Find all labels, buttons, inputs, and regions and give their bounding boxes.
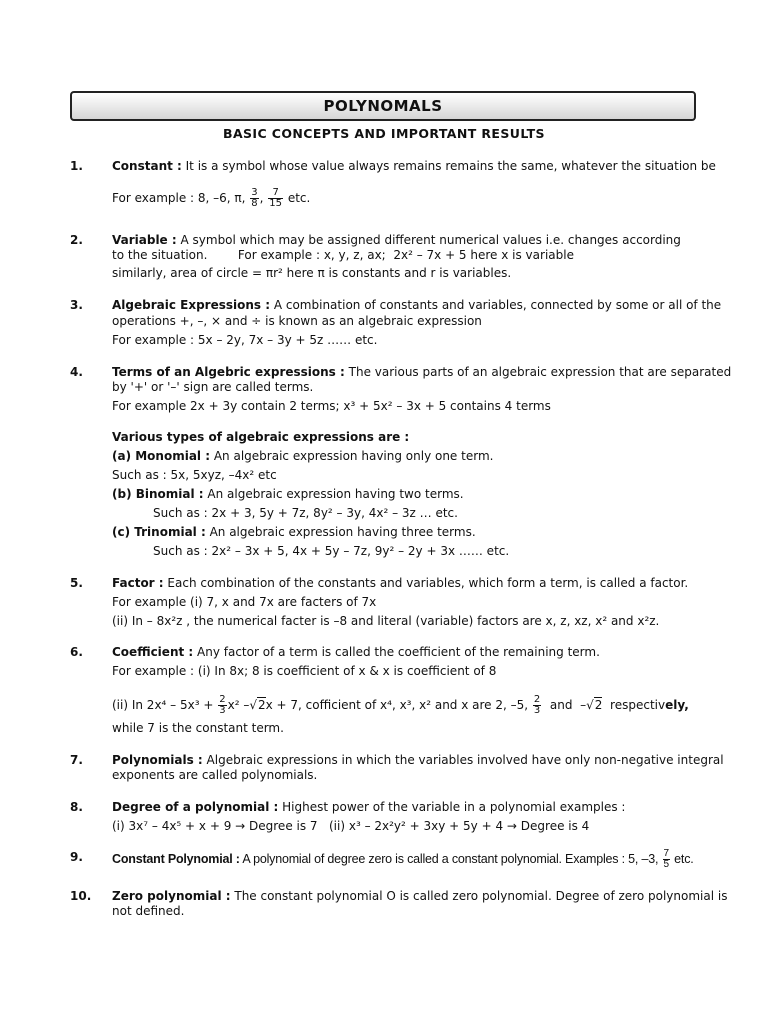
text-line: while 7 is the constant term. — [112, 721, 284, 735]
definition-line: Zero polynomial : The constant polynomial O is called zero polynomial. Degree of zero polynomial is — [112, 889, 728, 903]
item-number: 3. — [70, 298, 83, 312]
text-line: operations +, –, × and ÷ is known as an algebraic expression — [112, 314, 482, 328]
definition-line: Constant Polynomial : A polynomial of degree zero is called a constant polynomial. Examples : 5, –3, $\frac{7}{5}$ etc. — [112, 848, 694, 870]
fraction: $\frac{2}{3}$ — [219, 694, 226, 716]
example-line: For example : 5x – 2y, 7x – 3y + 5z …… etc. — [112, 333, 378, 347]
example-line: similarly, area of circle = πr² here π is constants and r is variables. — [112, 266, 512, 280]
fraction: $\frac{2}{3}$ — [533, 694, 541, 716]
example-line: (ii) In – 8x²z , the numerical facter is –8 and literal (variable) factors are x, z, xz, x² and x²z. — [112, 614, 660, 628]
text-line: exponents are called polynomials. — [112, 768, 318, 782]
coefficient-example-line: (ii) In 2x⁴ – 5x³ + $\frac{2}{3}$ x² –√2x + 7, cofficient of x⁴, x³, x² and x are 2, –5, $\frac{2}{3}$ and –√2 respectively, — [112, 694, 689, 716]
example-line: Such as : 2x + 3, 5y + 7z, 8y² – 3y, 4x² – 3z … etc. — [153, 506, 458, 520]
definition-line: Degree of a polynomial : Highest power of the variable in a polynomial examples : — [112, 800, 626, 814]
example-line: Such as : 5x, 5xyz, –4x² etc — [112, 468, 277, 482]
example-line: to the situation. For example : x, y, z, ax; 2x² – 7x + 5 here x is variable — [112, 248, 574, 262]
text-line: by '+' or '–' sign are called terms. — [112, 380, 314, 394]
fraction: $\frac{3}{8}$ — [251, 187, 258, 209]
example-line: For example : (i) In 8x; 8 is coefficient of x & x is coefficient of 8 — [112, 664, 497, 678]
item-number: 10. — [70, 889, 92, 903]
definition-line: Constant : It is a symbol whose value always remains remains the same, whatever the situation be — [112, 159, 716, 173]
item-number: 4. — [70, 365, 83, 379]
definition-line: Terms of an Algebric expressions : The various parts of an algebraic expression that are separated — [112, 365, 732, 379]
item-number: 8. — [70, 800, 83, 814]
definition-line: Algebraic Expressions : A combination of constants and variables, connected by some or all of the — [112, 298, 722, 312]
page-title: POLYNOMALS — [70, 91, 696, 121]
page-subtitle: BASIC CONCEPTS AND IMPORTANT RESULTS — [223, 126, 545, 141]
monomial-line: (a) Monomial : An algebraic expression having only one term. — [112, 449, 494, 463]
fraction: $\frac{7}{15}$ — [269, 187, 283, 209]
definition-line: Variable : A symbol which may be assigned different numerical values i.e. changes according — [112, 233, 681, 247]
item-number: 6. — [70, 645, 83, 659]
item-number: 5. — [70, 576, 83, 590]
types-heading: Various types of algebraic expressions are : — [112, 430, 410, 444]
example-line: (i) 3x⁷ – 4x⁵ + x + 9 → Degree is 7 (ii) x³ – 2x²y² + 3xy + 5y + 4 → Degree is 4 — [112, 819, 590, 833]
example-line: Such as : 2x² – 3x + 5, 4x + 5y – 7z, 9y² – 2y + 3x …… etc. — [153, 544, 510, 558]
trinomial-line: (c) Trinomial : An algebraic expression having three terms. — [112, 525, 476, 539]
definition-line: Polynomials : Algebraic expressions in which the variables involved have only non-negative integral — [112, 753, 724, 767]
text-line: not defined. — [112, 904, 185, 918]
binomial-line: (b) Binomial : An algebraic expression having two terms. — [112, 487, 464, 501]
item-number: 1. — [70, 159, 83, 173]
item-number: 9. — [70, 850, 83, 864]
sqrt-icon: √ — [249, 698, 257, 712]
example-line: For example (i) 7, x and 7x are facters of 7x — [112, 595, 377, 609]
fraction: $\frac{7}{5}$ — [663, 848, 669, 870]
item-number: 7. — [70, 753, 83, 767]
example-line: For example 2x + 3y contain 2 terms; x³ + 5x² – 3x + 5 contains 4 terms — [112, 399, 551, 413]
item-number: 2. — [70, 233, 83, 247]
definition-line: Coefficient : Any factor of a term is called the coefficient of the remaining term. — [112, 645, 600, 659]
definition-line: Factor : Each combination of the constants and variables, which form a term, is called a factor. — [112, 576, 689, 590]
example-line: For example : 8, –6, π, $\frac{3}{8}$ , $\frac{7}{15}$ etc. — [112, 187, 311, 209]
sqrt-icon: √ — [586, 698, 594, 712]
